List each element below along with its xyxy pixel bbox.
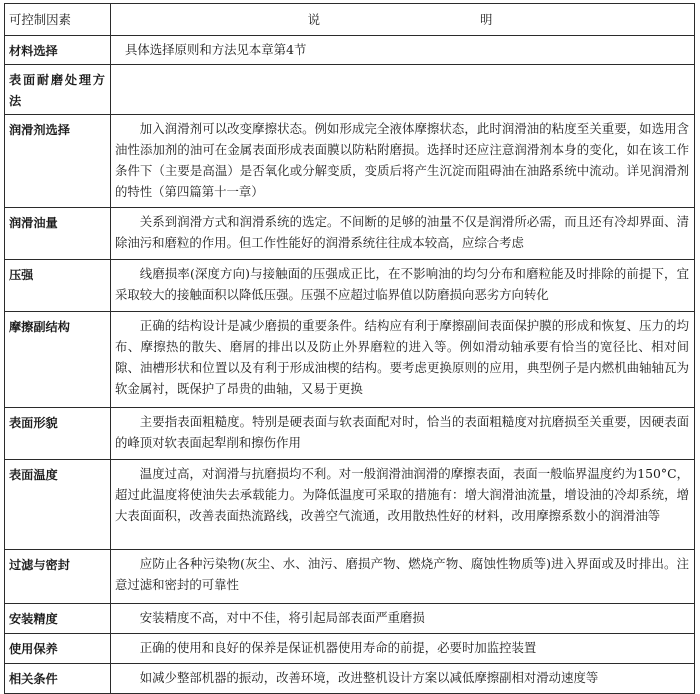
document-page [4,3,698,694]
row-factor: 摩擦副结构 [5,312,111,408]
row-description: 主要指表面粗糙度。特别是硬表面与软表面配对时，恰当的表面粗糙度对抗磨损至关重要，因硬表面的峰顶对软表面起犁削和擦伤作用 [111,408,695,460]
row-factor: 表面耐磨处理方法 [5,65,111,115]
table-header-row [5,4,695,36]
row-factor: 过滤与密封 [5,550,111,604]
header-description: 说明 [111,4,695,36]
row-description: 线磨损率(深度方向)与接触面的压强成正比，在不影响油的均匀分布和磨粒能及时排除的前提下，宜采取较大的接触面积以降低压强。压强不应超过临界值以防磨损向恶劣方向转化 [111,260,695,312]
table-row [5,312,695,408]
row-description: 正确的结构设计是减少磨损的重要条件。结构应有利于摩擦副间表面保护膜的形成和恢复、压力的均布、摩擦热的散失、磨屑的排出以及防止外界磨粒的进入等。例如滑动轴承要有恰当的宽径比、相对间隙、油槽形状和位置以及有利于形成油楔的结构。要考虑更换原则的应用，典型例子是内燃机曲轴轴瓦为软金属衬，既保护了昂贵的曲轴，又易于更换 [111,312,695,408]
row-description: 温度过高，对润滑与抗磨损均不利。对一般润滑油润滑的摩擦表面，表面一般临界温度约为150°C，超过此温度将使油失去承载能力。为降低温度可采取的措施有：增大润滑油流量，增设油的冷却系统，增大表面面积，改善表面热流路线，改善空气流通，改用散热性好的材料，改用摩擦系数小的润滑油等 [111,460,695,550]
row-factor: 润滑油量 [5,208,111,260]
table-row [5,115,695,208]
row-description: 关系到润滑方式和润滑系统的选定。不间断的足够的油量不仅是润滑所必需，而且还有冷却界面、清除油污和磨粒的作用。但工作性能好的润滑系统往往成本较高，应综合考虑 [111,208,695,260]
table-row [5,664,695,694]
header-factor: 可控制因素 [5,4,111,36]
table-row [5,550,695,604]
table-row [5,408,695,460]
table-row [5,65,695,115]
row-description [111,65,695,115]
row-factor: 压强 [5,260,111,312]
wear-control-factors-table [4,3,695,694]
row-description: 具体选择原则和方法见本章第4节 [111,36,695,65]
row-factor: 表面形貌 [5,408,111,460]
row-factor: 表面温度 [5,460,111,550]
table-row [5,604,695,634]
table-row [5,460,695,550]
table-row [5,36,695,65]
row-factor: 相关条件 [5,664,111,694]
row-description: 应防止各种污染物(灰尘、水、油污、磨损产物、燃烧产物、腐蚀性物质等)进入界面或及时排出。注意过滤和密封的可靠性 [111,550,695,604]
row-factor: 润滑剂选择 [5,115,111,208]
row-description: 如减少整部机器的振动，改善环境，改进整机设计方案以减低摩擦副相对滑动速度等 [111,664,695,694]
row-factor: 材料选择 [5,36,111,65]
row-description: 安装精度不高，对中不佳，将引起局部表面严重磨损 [111,604,695,634]
row-factor: 使用保养 [5,634,111,664]
table-row [5,208,695,260]
table-row [5,634,695,664]
row-factor: 安装精度 [5,604,111,634]
table-row [5,260,695,312]
row-description: 加入润滑剂可以改变摩擦状态。例如形成完全液体摩擦状态，此时润滑油的粘度至关重要，如选用含油性添加剂的油可在金属表面形成表面膜以防粘附磨损。选择时还应注意润滑剂本身的变化，如在该工作条件下（主要是高温）是否氧化或分解变质，变质后将产生沉淀而阻碍油在油路系统中流动。详见润滑剂的特性（第四篇第十一章） [111,115,695,208]
row-description: 正确的使用和良好的保养是保证机器使用寿命的前提，必要时加监控装置 [111,634,695,664]
